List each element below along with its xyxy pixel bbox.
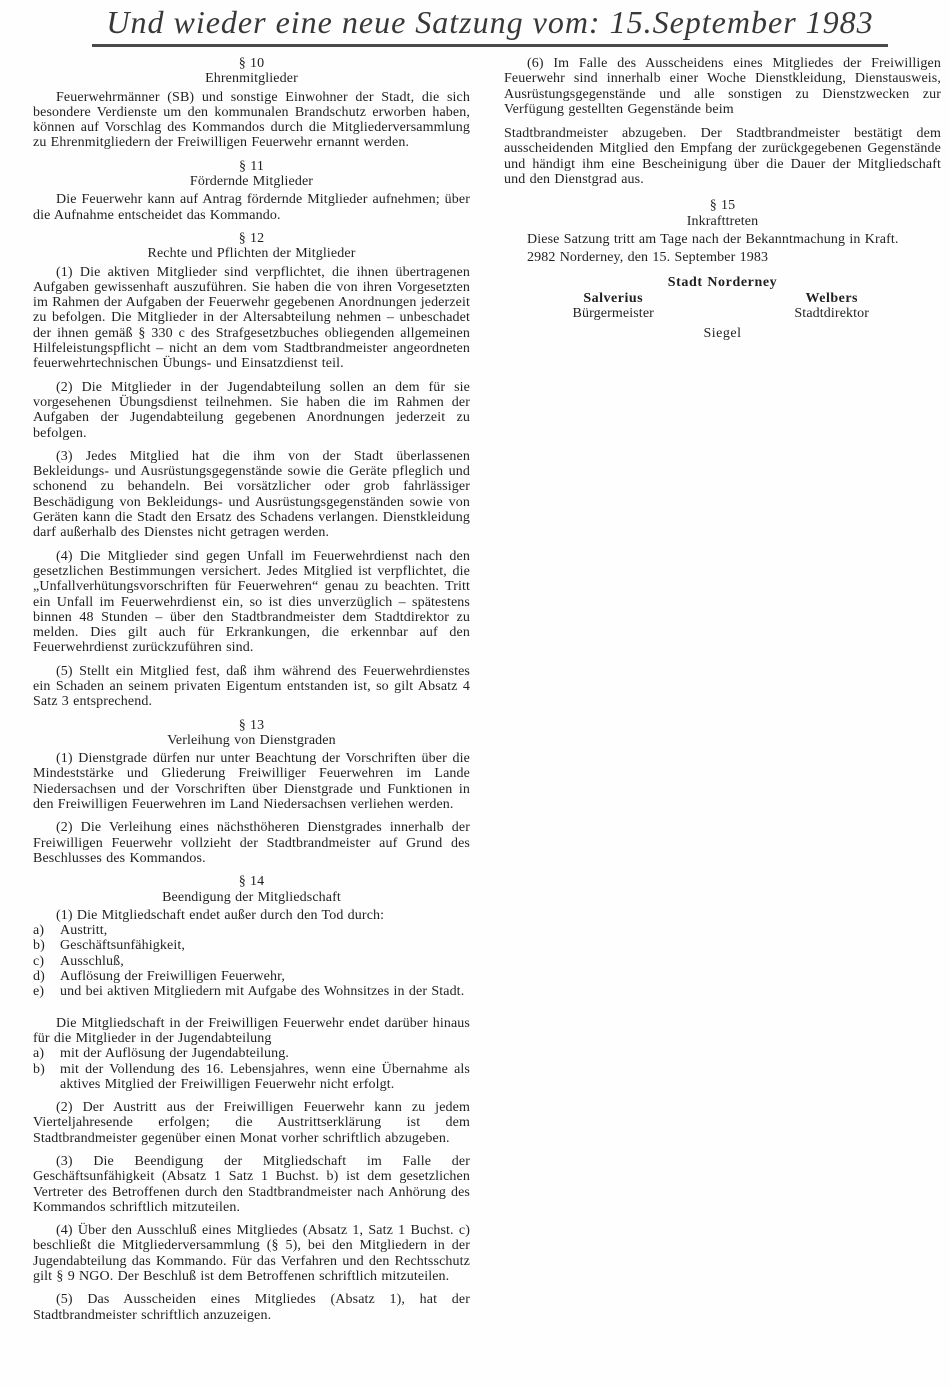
section-number: § 11 bbox=[238, 158, 265, 174]
list-item bbox=[33, 1062, 470, 1093]
list-item-text: mit der Auflösung der Jugendabteilung. bbox=[60, 1046, 289, 1062]
list-item-label: d) bbox=[33, 969, 45, 985]
paragraph: Diese Satzung tritt am Tage nach der Bekanntmachung in Kraft. bbox=[527, 231, 899, 247]
section-15 bbox=[504, 198, 941, 247]
paragraph: (2) Die Verleihung eines nächsthöheren Dienstgrades innerhalb der Freiwilligen Feuerwehr vollzieht der Stadtbrandmeister auf Grund des Beschlusses des Kommandos. bbox=[33, 820, 470, 866]
list-item-text: mit der Vollendung des 16. Lebensjahres, wenn eine Übernahme als aktives Mitglied der Freiwilligen Feuerwehr nicht erfolgt. bbox=[60, 1061, 470, 1092]
list-item-text: und bei aktiven Mitgliedern mit Aufgabe des Wohnsitzes in der Stadt. bbox=[60, 984, 465, 1000]
right-column bbox=[504, 56, 941, 1323]
section-12 bbox=[33, 231, 470, 710]
section-10 bbox=[33, 56, 470, 151]
section-number: § 10 bbox=[238, 56, 265, 71]
paragraph: (3) Die Beendigung der Mitgliedschaft im Falle der Geschäftsunfähigkeit (Absatz 1 Satz 1 Buchst. b) ist dem gesetzlichen Vertreter des Betroffenen durch den Stadtbrandmeister nach Anhörung des Kommandos schriftlich mitzuteilen. bbox=[33, 1154, 470, 1215]
section-11 bbox=[33, 159, 470, 223]
left-column bbox=[33, 56, 470, 1323]
closing-block bbox=[504, 250, 941, 341]
section-heading: Verleihung von Dienstgraden bbox=[167, 732, 336, 748]
section-number: § 15 bbox=[709, 198, 736, 214]
signature-name: Salverius bbox=[583, 290, 644, 306]
page-title-text: Und wieder eine neue Satzung vom: 15.September 1983 bbox=[92, 4, 887, 47]
paragraph: (3) Jedes Mitglied hat die ihm von der Stadt überlassenen Bekleidungs- und Ausrüstungsgegenstände sowie die Geräte pfleglich und schonend zu behandeln. Bei vorsätzlicher oder grob fahrlässiger Beschädigung von Bekleidungs- und Ausrüstungsgegenständen sowie von Geräten kann die Stadt den Ersatz des Schadens verlangen. Dienstkleidung darf außerhalb des Dienstes nicht getragen werden. bbox=[33, 448, 470, 541]
list-item-label: a) bbox=[33, 1046, 45, 1062]
signature-name: Welbers bbox=[805, 290, 858, 306]
paragraph: (6) Im Falle des Ausscheidens eines Mitgliedes der Freiwilligen Feuerwehr sind innerhalb einer Woche Dienstkleidung, Dienstausweis, Ausrüstungsgegenstände und alle sonstigen zu Dienstzwecken zur Verfügung gestellten Gegenstände beim bbox=[504, 56, 941, 117]
list-item-label: e) bbox=[33, 984, 45, 1000]
paragraph: Die Feuerwehr kann auf Antrag fördernde Mitglieder aufnehmen; über die Aufnahme entscheidet das Kommando. bbox=[33, 192, 470, 223]
section-14 bbox=[33, 874, 470, 1323]
list-item bbox=[33, 984, 470, 999]
section-heading: Inkrafttreten bbox=[686, 213, 759, 229]
section-number: § 14 bbox=[238, 874, 265, 890]
page-title bbox=[30, 4, 950, 47]
paragraph: (4) Über den Ausschluß eines Mitgliedes (Absatz 1, Satz 1 Buchst. c) beschließt die Mitgliederversammlung (§ 5), bei den Mitgliedern in der Jugendabteilung das Kommando. Für das Verfahren und den Rechtsschutz gilt § 9 NGO. Der Beschluß ist dem Betroffenen schriftlich mitzuteilen. bbox=[33, 1223, 470, 1285]
paragraph: (5) Das Ausscheiden eines Mitgliedes (Absatz 1), hat der Stadtbrandmeister schriftlich anzuzeigen. bbox=[33, 1292, 470, 1323]
list-item bbox=[33, 938, 470, 953]
section-heading: Fördernde Mitglieder bbox=[189, 174, 314, 190]
paragraph: Die Mitgliedschaft in der Freiwilligen Feuerwehr endet darüber hinaus für die Mitglieder in der Jugendabteilung bbox=[33, 1015, 470, 1046]
signature-row bbox=[504, 291, 941, 322]
list-item-label: c) bbox=[33, 953, 45, 969]
paragraph: (1) Dienstgrade dürfen nur unter Beachtung der Vorschriften über die Mindeststärke und Gliederung Freiwilliger Feuerwehren im Lande Niedersachsen und der Vorschriften über Dienstgrade und Funktionen in den Freiwilligen Feuerwehren im Land Niedersachsen verliehen werden. bbox=[33, 751, 470, 813]
section-number: § 13 bbox=[238, 717, 265, 733]
paragraph: (2) Der Austritt aus der Freiwilligen Feuerwehr kann zu jedem Vierteljahresende erfolgen; die Austrittserklärung ist dem Stadtbrandmeister gegenüber einen Monat vorher schriftlich abzugeben. bbox=[33, 1100, 470, 1146]
list-item bbox=[33, 923, 470, 938]
paragraph: (2) Die Mitglieder in der Jugendabteilung sollen an dem für sie vorgesehenen Übungsdienst teilnehmen. Sie haben die im Rahmen der Aufgaben der Jugendabteilung gegebenen Anordnungen jederzeit zu befolgen. bbox=[33, 379, 470, 441]
section-13 bbox=[33, 718, 470, 867]
section-number: § 12 bbox=[238, 230, 265, 246]
list-item-text: Auflösung der Freiwilligen Feuerwehr, bbox=[60, 969, 285, 985]
section-heading: Rechte und Pflichten der Mitglieder bbox=[147, 246, 356, 262]
paragraph: (1) Die Mitgliedschaft endet außer durch den Tod durch: bbox=[56, 907, 385, 923]
list-item-text: Ausschluß, bbox=[60, 953, 124, 969]
section-heading: Ehrenmitglieder bbox=[205, 71, 298, 87]
two-column-layout bbox=[0, 56, 950, 1323]
list-item-label: b) bbox=[33, 1061, 45, 1077]
signature-title: Stadtdirektor bbox=[794, 306, 870, 322]
paragraph: Stadtbrandmeister abzugeben. Der Stadtbrandmeister bestätigt dem ausscheidenden Mitglied den Empfang der zurückgegebenen Gegenstände und händigt ihm eine Bescheinigung über die Dauer der Mitgliedschaft und den Dienstgrad aus. bbox=[504, 126, 941, 188]
list-item-label: a) bbox=[33, 923, 45, 939]
paragraph: (4) Die Mitglieder sind gegen Unfall im Feuerwehrdienst nach den gesetzlichen Bestimmungen versichert. Jedes Mitglied ist verpflichtet, die „Unfallverhütungsvorschriften für Feuerwehren“ genau zu beachten. Tritt ein Unfall im Feuerwehrdienst ein, so ist dies unverzüglich – spätestens binnen 48 Stunden – über den Stadtbrandmeister dem Stadtdirektor zu melden. Dies gilt auch für Erkrankungen, die erkennbar auf den Feuerwehrdienst zurückzuführen sind. bbox=[33, 548, 470, 656]
list-item-label: b) bbox=[33, 938, 45, 954]
list-item bbox=[33, 969, 470, 984]
paragraph: (1) Die aktiven Mitglieder sind verpflichtet, die ihnen übertragenen Aufgaben gewissenhaft auszuführen. Sie haben die von ihren Vorgesetzten im Rahmen der Aufgaben der Feuerwehr gegebenen Anordnungen jederzeit zu befolgen. Die Mitglieder in der Altersabteilung nehmen – unbeschadet der ihnen gemäß § 330 c des Strafgesetzbuches obliegenden allgemeinen Hilfeleistungspflicht – nicht an dem vom Stadtbrandmeister angeordneten feuerwehrtechnischen Übungs- und Einsatzdienst teil. bbox=[33, 264, 470, 372]
list-item bbox=[33, 1046, 470, 1061]
seal-label: Siegel bbox=[703, 326, 742, 342]
dateline: 2982 Norderney, den 15. September 1983 bbox=[527, 250, 769, 266]
section-14-continued bbox=[504, 56, 941, 187]
paragraph: (5) Stellt ein Mitglied fest, daß ihm während des Feuerwehrdienstes ein Schaden an seinem privaten Eigentum entstanden ist, so gilt Absatz 4 Satz 3 entsprechend. bbox=[33, 663, 470, 710]
list-item-text: Geschäftsunfähigkeit, bbox=[60, 938, 185, 954]
signature-right bbox=[723, 291, 942, 322]
list-item-text: Austritt, bbox=[60, 923, 108, 939]
signature-title: Bürgermeister bbox=[572, 306, 654, 322]
city-name: Stadt Norderney bbox=[667, 274, 778, 290]
list-item bbox=[33, 954, 470, 969]
signature-left bbox=[504, 291, 723, 322]
document-page bbox=[0, 4, 950, 1389]
section-heading: Beendigung der Mitgliedschaft bbox=[162, 889, 341, 905]
paragraph: Feuerwehrmänner (SB) und sonstige Einwohner der Stadt, die sich besondere Verdienste um den kommunalen Brandschutz erworben haben, können auf Vorschlag des Kommandos durch die Mitgliederversammlung zu Ehrenmitgliedern der Freiwilligen Feuerwehr ernannt werden. bbox=[33, 89, 470, 151]
